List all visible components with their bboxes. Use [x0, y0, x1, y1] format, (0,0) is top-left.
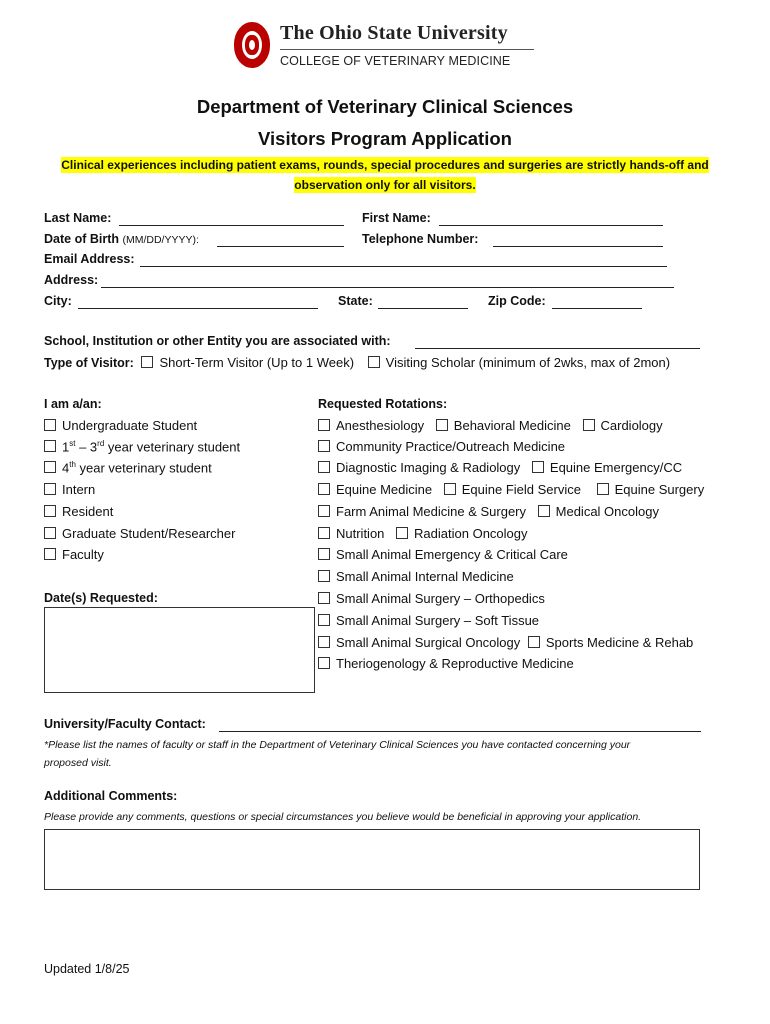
comments-note: Please provide any comments, questions or special circumstances you believe would be beneficial in approving your application.: [44, 811, 642, 823]
contact-field[interactable]: [219, 731, 701, 732]
college-name: COLLEGE OF VETERINARY MEDICINE: [280, 54, 511, 68]
dob-label: Date of Birth (MM/DD/YYYY):: [44, 232, 199, 246]
checkbox-icon[interactable]: [44, 527, 56, 539]
rotation-row-12: Theriogenology & Reproductive Medicine: [318, 656, 574, 671]
visitor-short-term-checkbox[interactable]: [141, 356, 153, 368]
form-title: Visitors Program Application: [258, 128, 512, 149]
community-checkbox[interactable]: [318, 440, 330, 452]
department-title: Department of Veterinary Clinical Sciences: [196, 96, 574, 117]
first-name-field[interactable]: [439, 225, 663, 226]
checkbox-icon[interactable]: [44, 548, 56, 560]
comments-heading: Additional Comments:: [44, 789, 178, 803]
university-logo: [234, 22, 534, 72]
behavioral-checkbox[interactable]: [436, 419, 448, 431]
dates-requested-box[interactable]: [44, 607, 315, 693]
dates-heading: Date(s) Requested:: [44, 591, 158, 605]
farm-checkbox[interactable]: [318, 505, 330, 517]
iam-undergrad[interactable]: Undergraduate Student: [44, 418, 197, 433]
iam-resident[interactable]: Resident: [44, 504, 113, 519]
block-o-logo-icon: [234, 22, 270, 68]
equine-med-checkbox[interactable]: [318, 483, 330, 495]
sa-onc-checkbox[interactable]: [318, 636, 330, 648]
contact-label: University/Faculty Contact:: [44, 717, 206, 731]
contact-note: *Please list the names of faculty or staff in the Department of Veterinary Clinical Sciences you have contacted concerning your proposed visit.: [44, 739, 631, 769]
comments-box[interactable]: [44, 829, 700, 890]
sa-soft-checkbox[interactable]: [318, 614, 330, 626]
address-label: Address:: [44, 273, 99, 287]
rotation-row-11: Small Animal Surgical Oncology Sports Medicine & Rehab: [318, 635, 693, 650]
dob-field[interactable]: [217, 246, 344, 247]
iam-intern[interactable]: Intern: [44, 482, 95, 497]
last-name-field[interactable]: [119, 225, 344, 226]
checkbox-icon[interactable]: [44, 440, 56, 452]
telephone-label: Telephone Number:: [362, 232, 479, 246]
sports-checkbox[interactable]: [528, 636, 540, 648]
first-name-label: First Name:: [362, 211, 431, 225]
rad-onc-checkbox[interactable]: [396, 527, 408, 539]
hands-off-notice: Clinical experiences including patient exams, rounds, special procedures and surgeries are strictly hands-off and observation only for all visitors.: [61, 158, 709, 192]
equine-surg-checkbox[interactable]: [597, 483, 609, 495]
last-name-label: Last Name:: [44, 211, 112, 225]
iam-grad[interactable]: Graduate Student/Researcher: [44, 526, 235, 541]
iam-heading: I am a/an:: [44, 397, 102, 411]
city-field[interactable]: [78, 308, 318, 309]
sa-er-checkbox[interactable]: [318, 548, 330, 560]
rotation-row-3: Diagnostic Imaging & Radiology Equine Emergency/CC: [318, 460, 682, 475]
checkbox-icon[interactable]: [44, 505, 56, 517]
visitor-scholar-checkbox[interactable]: [368, 356, 380, 368]
therio-checkbox[interactable]: [318, 657, 330, 669]
email-label: Email Address:: [44, 252, 135, 266]
med-onc-checkbox[interactable]: [538, 505, 550, 517]
imaging-checkbox[interactable]: [318, 461, 330, 473]
checkbox-icon[interactable]: [44, 461, 56, 473]
rotation-row-6: Nutrition Radiation Oncology: [318, 526, 528, 541]
rotation-row-9: Small Animal Surgery – Orthopedics: [318, 591, 545, 606]
sa-im-checkbox[interactable]: [318, 570, 330, 582]
equine-field-checkbox[interactable]: [444, 483, 456, 495]
rotation-row-8: Small Animal Internal Medicine: [318, 569, 514, 584]
school-field[interactable]: [415, 348, 700, 349]
zip-field[interactable]: [552, 308, 642, 309]
university-name: The Ohio State University: [280, 22, 508, 44]
anesthesiology-checkbox[interactable]: [318, 419, 330, 431]
logo-divider: [280, 49, 534, 50]
state-label: State:: [338, 294, 373, 308]
equine-er-checkbox[interactable]: [532, 461, 544, 473]
address-field[interactable]: [101, 287, 674, 288]
iam-year-4[interactable]: 4th year veterinary student: [44, 460, 212, 475]
rotation-row-1: Anesthesiology Behavioral Medicine Cardiology: [318, 418, 663, 433]
school-label: School, Institution or other Entity you are associated with:: [44, 334, 391, 348]
iam-faculty[interactable]: Faculty: [44, 547, 104, 562]
nutrition-checkbox[interactable]: [318, 527, 330, 539]
rotations-heading: Requested Rotations:: [318, 397, 448, 411]
iam-year-1-3[interactable]: 1st – 3rd year veterinary student: [44, 439, 240, 454]
rotation-row-4: Equine Medicine Equine Field Service Equine Surgery: [318, 482, 704, 497]
rotation-row-2: Community Practice/Outreach Medicine: [318, 439, 565, 454]
cardiology-checkbox[interactable]: [583, 419, 595, 431]
updated-date: Updated 1/8/25: [44, 962, 130, 976]
telephone-field[interactable]: [493, 246, 663, 247]
rotation-row-7: Small Animal Emergency & Critical Care: [318, 547, 568, 562]
checkbox-icon[interactable]: [44, 483, 56, 495]
sa-ortho-checkbox[interactable]: [318, 592, 330, 604]
city-label: City:: [44, 294, 72, 308]
email-field[interactable]: [140, 266, 667, 267]
checkbox-icon[interactable]: [44, 419, 56, 431]
rotation-row-5: Farm Animal Medicine & Surgery Medical Oncology: [318, 504, 659, 519]
visitor-type-row: Type of Visitor: Short-Term Visitor (Up to 1 Week) Visiting Scholar (minimum of 2wks, max of 2mon): [44, 355, 671, 370]
state-field[interactable]: [378, 308, 468, 309]
zip-label: Zip Code:: [488, 294, 546, 308]
rotation-row-10: Small Animal Surgery – Soft Tissue: [318, 613, 539, 628]
